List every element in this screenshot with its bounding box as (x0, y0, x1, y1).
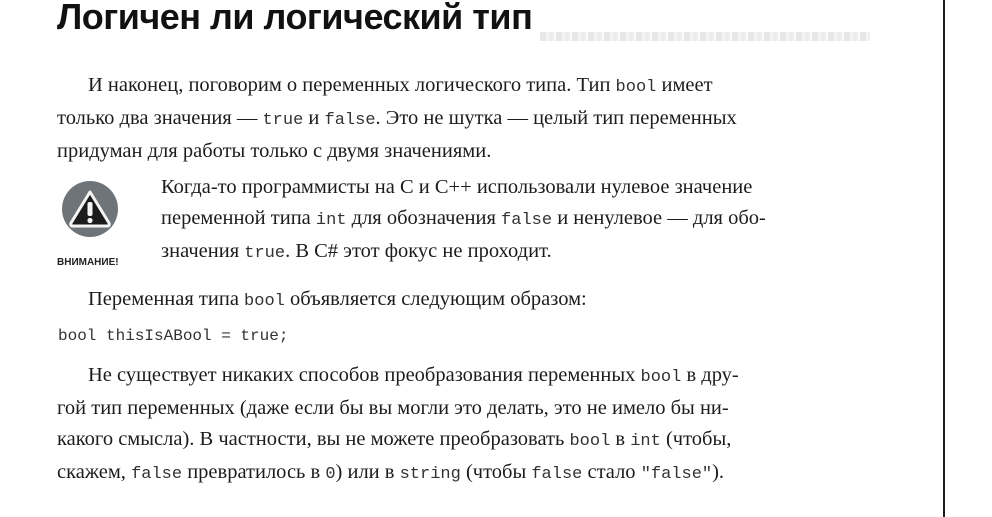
conversion-paragraph (57, 360, 877, 490)
inline-code: "false" (640, 465, 713, 484)
page-edge-rule (943, 0, 945, 517)
text-line: скажем, false превратилось в 0) или в string (чтобы false стало "false"). (57, 461, 725, 484)
inline-code: string (399, 465, 461, 484)
inline-code: false (131, 465, 183, 484)
inline-code: bool (244, 292, 285, 311)
text-line: только два значения — true и false. Это не шутка — целый тип переменных (57, 107, 737, 130)
inline-code: true (262, 111, 304, 130)
text-line: значения true. В C# этот фокус не проходит. (161, 240, 552, 263)
text-line: переменной типа int для обозначения false и ненулевое — для обо- (161, 207, 766, 230)
warning-note (161, 172, 881, 269)
text-line: какого смысла). В частности, вы не можете преобразовать bool в int (чтобы, (57, 428, 732, 451)
text-line: Не существует никаких способов преобразования переменных bool в дру- (88, 364, 739, 387)
text-line: придуман для работы только с двумя значениями. (57, 140, 492, 162)
text-line: Когда-то программисты на C и C++ использовали нулевое значение (161, 176, 753, 198)
inline-code: false (531, 465, 583, 484)
section-heading: Логичен ли логический тип (57, 0, 533, 37)
text-line: И наконец, поговорим о переменных логического типа. Тип bool имеет (88, 74, 713, 97)
intro-paragraph (57, 70, 877, 167)
code-example: bool thisIsABool = true; (58, 327, 289, 345)
inline-code: int (315, 211, 347, 230)
inline-code: bool (569, 432, 611, 451)
text-line: гой тип переменных (даже если бы вы могли это делать, это не имело бы ни- (57, 397, 729, 419)
declaration-paragraph: Переменная типа bool объявляется следующим образом: (88, 288, 587, 311)
inline-code: bool (640, 368, 682, 387)
warning-triangle-icon (61, 180, 119, 238)
bleed-through-text (540, 32, 870, 41)
inline-code: bool (615, 78, 657, 97)
warning-label: ВНИМАНИЕ! (57, 257, 119, 268)
inline-code: true (244, 244, 286, 263)
inline-code: false (324, 111, 376, 130)
inline-code: int (630, 432, 661, 451)
inline-code: false (501, 211, 553, 230)
inline-code: 0 (325, 465, 336, 484)
